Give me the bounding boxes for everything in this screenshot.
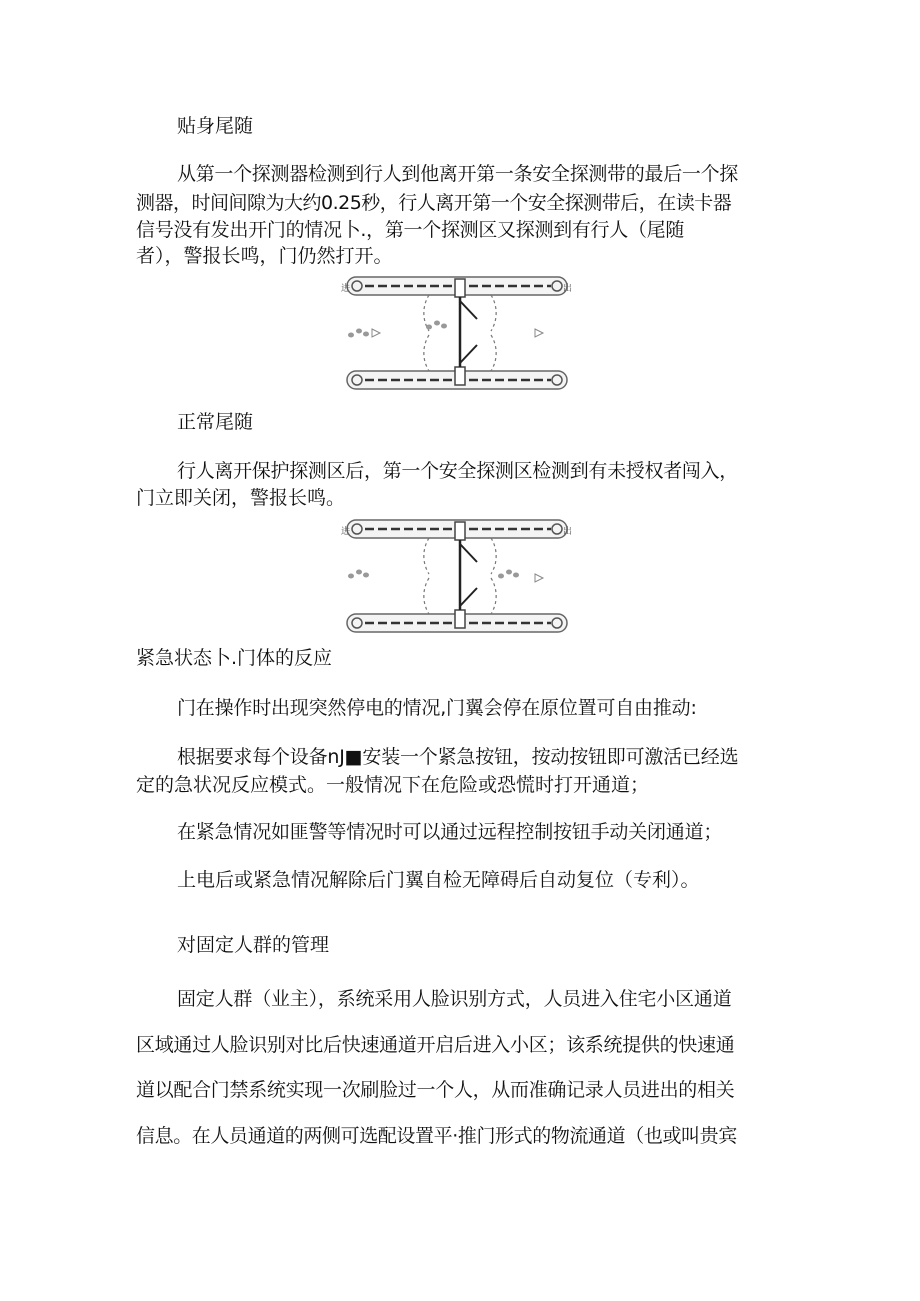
heading-close-follow: 贴身尾随 <box>177 115 254 137</box>
emergency-p1: 门在操作时出现突然停电的情况,门翼会停在原位置可自由推动: <box>177 697 697 719</box>
turnstile-diagram-close-follow <box>341 273 573 395</box>
heading-emergency: 紧急状态卜.门体的反应 <box>136 647 333 669</box>
emergency-p2-line-1: 根据要求每个设备nJ■安装一个紧急按钮，按动按钮即可激活已经选 <box>177 746 739 768</box>
exit-label: 出 <box>563 284 573 294</box>
close-follow-line-1: 从第一个探测器检测到行人到他离开第一条安全探测带的最后一个探 <box>177 163 739 185</box>
enter-label: 进 <box>341 527 351 537</box>
fixed-group-line-4: 信息。在人员通道的两侧可选配设置平·推门形式的物流通道（也或叫贵宾 <box>136 1125 737 1147</box>
enter-label: 进 <box>341 284 351 294</box>
exit-label: 出 <box>563 527 573 537</box>
emergency-p4: 上电后或紧急情况解除后门翼自检无障碍后自动复位（专利）。 <box>177 869 700 891</box>
close-follow-line-4: 者），警报长鸣，门仍然打开。 <box>136 245 393 267</box>
normal-follow-line-1: 行人离开保护探测区后，第一个安全探测区检测到有未授权者闯入， <box>177 460 739 482</box>
close-follow-line-2: 测器，时间间隙为大约0.25秒，行人离开第一个安全探测带后，在读卡器 <box>136 192 732 214</box>
fixed-group-line-2: 区域通过人脸识别对比后快速通道开启后进入小区；该系统提供的快速通 <box>136 1034 735 1056</box>
emergency-p2-line-2: 定的急状况反应模式。一般情况下在危险或恐慌时打开通道； <box>136 774 650 796</box>
turnstile-diagram-normal-follow <box>341 516 573 638</box>
fixed-group-line-3: 道以配合门禁系统实现一次刷脸过一个人，从而准确记录人员进出的相关 <box>136 1079 735 1101</box>
normal-follow-line-2: 门立即关闭，警报长鸣。 <box>136 487 346 509</box>
heading-fixed-group: 对固定人群的管理 <box>177 934 330 956</box>
fixed-group-line-1: 固定人群（业主），系统采用人脸识别方式，人员进入住宅小区通道 <box>177 988 732 1010</box>
emergency-p3: 在紧急情况如匪警等情况时可以通过远程控制按钮手动关闭通道； <box>177 821 723 843</box>
close-follow-line-3: 信号没有发出开门的情况卜.，第一个探测区又探测到有行人（尾随 <box>136 219 685 241</box>
heading-normal-follow: 正常尾随 <box>177 411 254 433</box>
